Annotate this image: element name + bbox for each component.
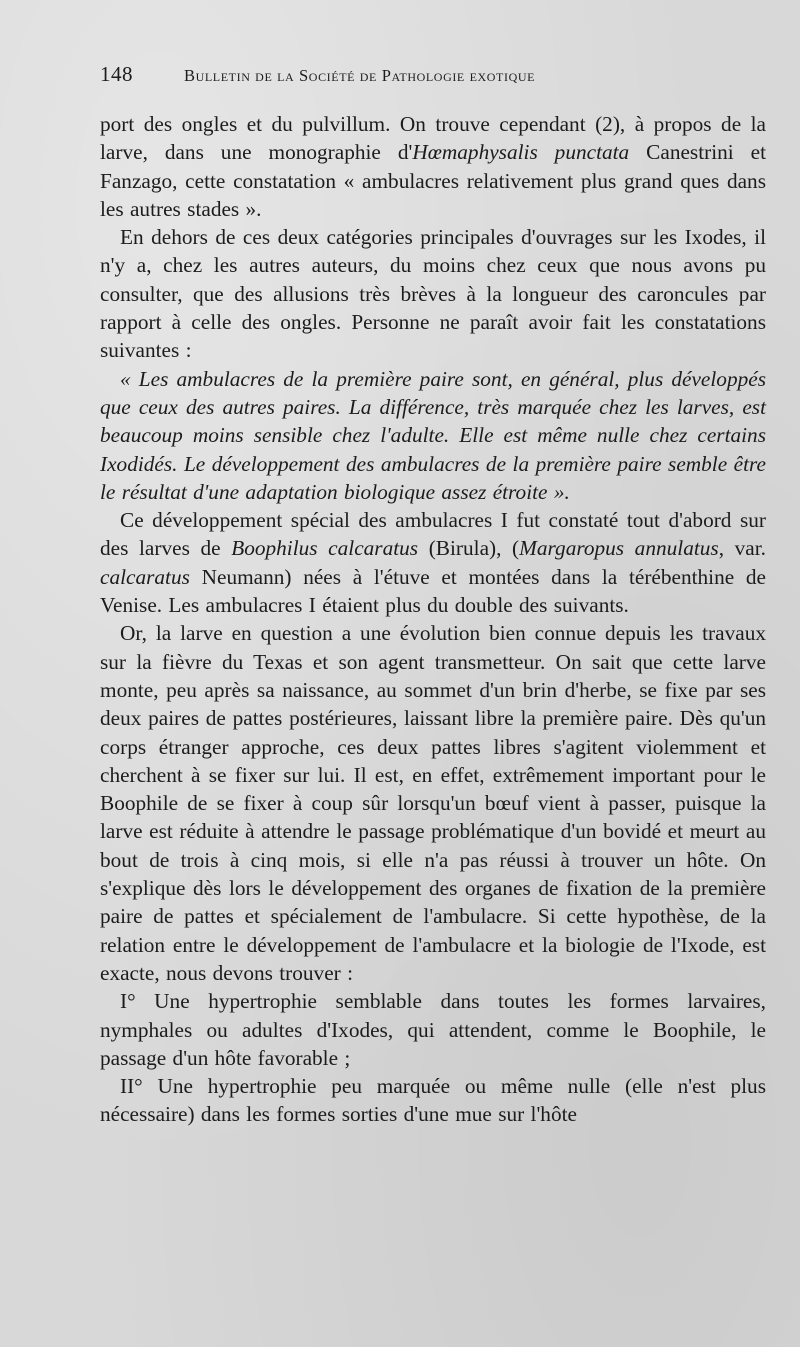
paragraph-2: En dehors de ces deux catégories principales d'ouvrages sur les Ixodes, il n'y a, chez les autres auteurs, du moins chez ceux que nous avons pu consulter, que des allusions très brèves à la longueur des caroncules par rapport à celle des ongles. Personne ne paraît avoir fait les constatations suivantes : <box>100 225 766 363</box>
variety-name-calcaratus: calcaratus <box>100 564 190 589</box>
quoted-statement: « Les ambulacres de la première paire sont, en général, plus développés que ceux des autres paires. La différence, très marquée chez les larves, est beaucoup moins sensible chez l'adulte. Elle est même nulle chez certains Ixodidés. Le développement des ambulacres de la première paire semble être le résultat d'une adaptation biologique assez étroite ». <box>100 366 766 504</box>
body-text <box>100 110 766 1129</box>
paragraph-4-text-d: Neumann) nées à l'étuve et montées dans la térébenthine de Venise. Les ambulacres I étaient plus du double des suivants. <box>100 564 766 618</box>
paragraph-6: I° Une hypertrophie semblable dans toutes les formes larvaires, nymphales ou adultes d'Ixodes, qui attendent, comme le Boophile, le passage d'un hôte favorable ; <box>100 989 766 1070</box>
journal-title: Bulletin de la Société de Pathologie exotique <box>184 66 536 85</box>
paragraph-4-text-b: (Birula), ( <box>418 536 520 561</box>
paragraph-5: Or, la larve en question a une évolution bien connue depuis les travaux sur la fièvre du Texas et son agent transmetteur. On sait que cette larve monte, peu après sa naissance, au sommet d'un brin d'herbe, se fixe par ses deux paires de pattes postérieures, laissant libre la première paire. Dès qu'un corps étranger approche, ces deux pattes libres s'agitent violemment et cherchent à se fixer sur lui. Il est, en effet, extrêmement important pour le Boophile de se fixer à coup sûr lorsqu'un bœuf vient à passer, puisque la larve est réduite à attendre le passage problématique d'un bovidé et meurt au bout de trois à cinq mois, si elle n'a pas réussi à trouver un hôte. On s'explique dès lors le développement des organes de fixation de la première paire de pattes et spécialement de l'ambulacre. Si cette hypothèse, de la relation entre le développement de l'ambulacre et la biologie de l'Ixode, est exacte, nous devons trouver : <box>100 621 766 985</box>
paragraph-1-text-a: port des ongles et du pulvillum. On trouve cependant (2), à propos de la larve, dans une monographie d' <box>100 112 766 165</box>
species-name-boophilus: Boophilus calcaratus <box>231 536 419 561</box>
paragraph-4-text-a: Ce développement spécial des ambulacres I fut constaté tout d'abord sur des larves de <box>100 508 766 561</box>
running-head <box>100 62 766 96</box>
paragraph-1-text-b: Canestrini et Fanzago, cette constatation « ambulacres relativement plus grand ques dans les autres stades ». <box>100 140 767 221</box>
page-number: 148 <box>100 62 133 86</box>
document-page <box>100 62 766 1129</box>
paragraph-4-text-c: , var. <box>718 536 766 561</box>
species-name-margaropus: Margaropus annulatus <box>519 536 719 561</box>
paragraph-4 <box>100 506 766 619</box>
paragraph-1 <box>100 110 766 223</box>
species-name-haemaphysalis: Hœmaphysalis punctata <box>412 140 630 165</box>
paragraph-7: II° Une hypertrophie peu marquée ou même nulle (elle n'est plus nécessaire) dans les formes sorties d'une mue sur l'hôte <box>100 1074 766 1127</box>
